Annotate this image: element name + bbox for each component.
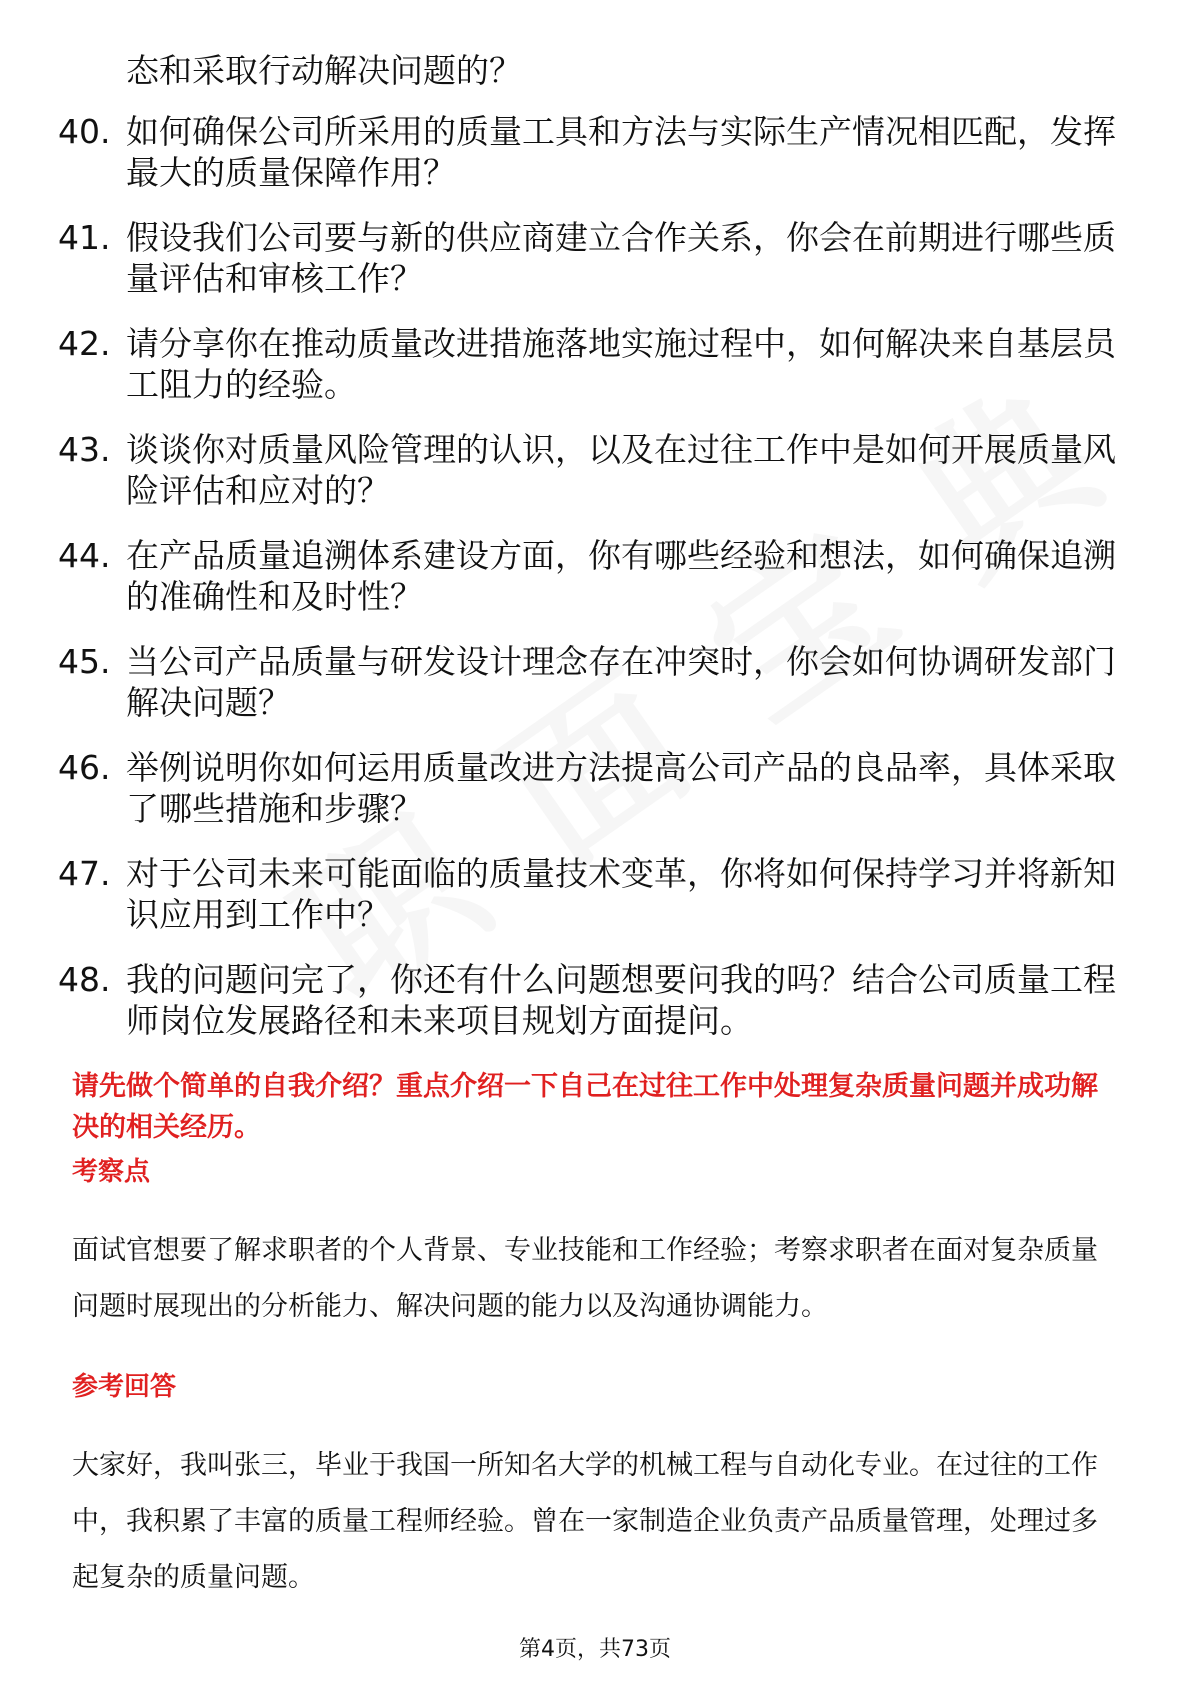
question-number: 41. <box>58 218 111 257</box>
question-text: 在产品质量追溯体系建设方面，你有哪些经验和想法，如何确保追溯的准确性和及时性？ <box>126 536 1116 616</box>
question-number: 42. <box>58 324 111 363</box>
question-number: 40. <box>58 112 111 151</box>
question-number: 47. <box>58 854 111 893</box>
list-item <box>58 747 1118 829</box>
list-item <box>58 217 1118 299</box>
focus-text: 面试官想要了解求职者的个人背景、专业技能和工作经验；考察求职者在面对复杂质量问题时展现出的分析能力、解决问题的能力以及沟通协调能力。 <box>72 1235 1098 1322</box>
question-number: 44. <box>58 536 111 575</box>
question-number: 43. <box>58 430 111 469</box>
question-text: 我的问题问完了，你还有什么问题想要问我的吗？结合公司质量工程师岗位发展路径和未来项目规划方面提问。 <box>126 960 1116 1040</box>
list-item <box>58 959 1118 1041</box>
question-text: 态和采取行动解决问题的？ <box>126 51 522 90</box>
question-text: 举例说明你如何运用质量改进方法提高公司产品的良品率，具体采取了哪些措施和步骤？ <box>126 748 1116 828</box>
list-item <box>58 535 1118 617</box>
page-footer: 第4页，共73页 <box>519 1637 671 1662</box>
list-item <box>58 853 1118 935</box>
question-number: 45. <box>58 642 111 681</box>
list-item <box>58 429 1118 511</box>
list-item <box>58 323 1118 405</box>
question-list <box>58 50 1118 1065</box>
list-item <box>58 111 1118 193</box>
question-number: 46. <box>58 748 111 787</box>
question-text: 假设我们公司要与新的供应商建立合作关系，你会在前期进行哪些质量评估和审核工作？ <box>126 218 1116 298</box>
answer-label: 参考回答 <box>72 1372 177 1402</box>
question-text: 谈谈你对质量风险管理的认识，以及在过往工作中是如何开展质量风险评估和应对的？ <box>126 430 1116 510</box>
question-text: 请分享你在推动质量改进措施落地实施过程中，如何解决来自基层员工阻力的经验。 <box>126 324 1116 404</box>
question-number: 48. <box>58 960 111 999</box>
question-text: 当公司产品质量与研发设计理念存在冲突时，你会如何协调研发部门解决问题？ <box>126 642 1116 722</box>
answer-text: 大家好，我叫张三，毕业于我国一所知名大学的机械工程与自动化专业。在过往的工作中，我积累了丰富的质量工程师经验。曾在一家制造企业负责产品质量管理，处理过多起复杂的质量问题。 <box>72 1450 1098 1593</box>
focus-label: 考察点 <box>72 1157 151 1187</box>
list-item <box>58 641 1118 723</box>
question-text: 如何确保公司所采用的质量工具和方法与实际生产情况相匹配，发挥最大的质量保障作用？ <box>126 112 1116 192</box>
question-text: 对于公司未来可能面临的质量技术变革，你将如何保持学习并将新知识应用到工作中？ <box>126 854 1116 934</box>
highlight-question: 请先做个简单的自我介绍？重点介绍一下自己在过往工作中处理复杂质量问题并成功解决的相关经历。 <box>72 1071 1098 1143</box>
list-item <box>58 50 1118 91</box>
